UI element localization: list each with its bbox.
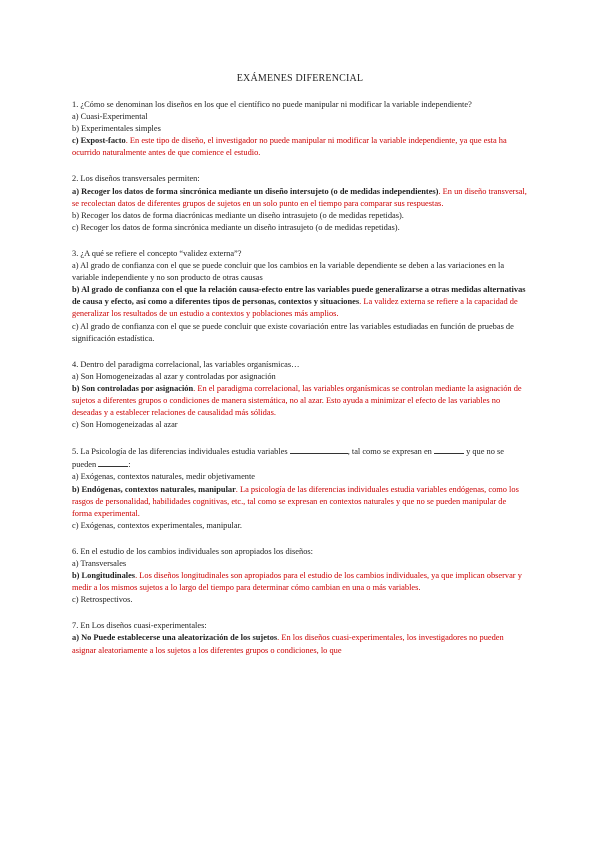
- blank-line: [98, 458, 131, 470]
- answer-explanation: . Los diseños longitudinales son apropiados para el estudio de los cambios individuales, ya que implican observar y medir a los mismos sujetos a lo largo del tiempo para determinar cómo cambian en una o más variables.: [72, 571, 522, 593]
- question-2: [72, 173, 528, 233]
- question-text-part-3: y que no se pueden: [72, 447, 504, 470]
- option-b: b) Experimentales simples: [72, 124, 161, 134]
- answer-explanation: . En un diseño transversal, se recolectan datos de diferentes grupos de sujetos en un solo punto en el tiempo para comparar sus respuestas.: [72, 186, 527, 208]
- answer-explanation: . La validez externa se refiere a la capacidad de generalizar los resultados de un estudio a contextos y poblaciones más amplios.: [72, 297, 518, 319]
- answer-explanation: . En este tipo de diseño, el investigador no puede manipular ni modificar la variable independiente, ya que esta ha ocurrido naturalmente antes de que comience el estudio.: [72, 136, 507, 158]
- option-a: a) Transversales: [72, 559, 127, 568]
- question-text: 1. ¿Cómo se denominan los diseños en los que el científico no puede manipular ni modificar la variable independiente?: [72, 100, 472, 109]
- document-title: EXÁMENES DIFERENCIAL: [236, 73, 364, 84]
- correct-answer: c) Expost-facto: [72, 136, 126, 146]
- question-5: [72, 445, 528, 532]
- option-a: [72, 186, 528, 210]
- blank-line: [434, 445, 464, 454]
- answer-explanation: . La psicología de las diferencias individuales estudia variables endógenas, como los rasgos de personalidad, habilidades cognitivas, etc., tal como se expresan en contextos naturales y que no se pueden manipular de forma experimental.: [72, 484, 519, 518]
- blank-line: [290, 445, 348, 454]
- question-text-part-1: 5. La Psicología de las diferencias individuales estudia variables: [72, 447, 288, 457]
- correct-answer: b) Longitudinales: [72, 571, 136, 581]
- option-b: [72, 284, 528, 320]
- option-a: [72, 632, 528, 656]
- question-text: [72, 445, 528, 471]
- question-text: 6. En el estudio de los cambios individuales son apropiados los diseños:: [72, 546, 313, 556]
- option-c: c) Al grado de confianza con el que se puede concluir que existe covariación entre las variables estudiadas en función de pruebas de significación estadística.: [72, 321, 514, 343]
- option-c: [72, 135, 528, 159]
- question-text: 7. En Los diseños cuasi-experimentales:: [72, 621, 207, 631]
- option-a: a) Cuasi-Experimental: [72, 112, 148, 122]
- question-text: 3. ¿A qué se refiere el concepto “validez externa”?: [72, 248, 242, 258]
- answer-explanation: . En el paradigma correlacional, las variables organísmicas se controlan mediante la asignación de sujetos a diferentes grupos o condiciones de manera sistemática, no al azar. Esto ayuda a minimizar el efecto de las variables no deseadas y a establecer relaciones de causalidad más sólidas.: [72, 383, 522, 418]
- question-7: [72, 620, 528, 656]
- correct-answer: b) Al grado de confianza con el que la relación causa-efecto entre las variables puede generalizarse a otras medidas alternativas de causa y efecto, así como a diferentes tipos de personas, contextos y situaciones: [72, 285, 526, 307]
- document-body: [72, 99, 528, 671]
- answer-explanation: . En los diseños cuasi-experimentales, los investigadores no pueden asignar aleatoriamente a los sujetos a los diferentes grupos o condiciones, lo que: [72, 633, 504, 655]
- option-a: a) Son Homogeneizadas al azar y controladas por asignación: [72, 371, 276, 381]
- question-1: [72, 99, 528, 159]
- option-c: c) Exógenas, contextos experimentales, manipular.: [72, 520, 243, 530]
- question-text: 4. Dentro del paradigma correlacional, las variables organísmicas…: [72, 359, 300, 369]
- option-c: c) Son Homogeneizadas al azar: [72, 420, 178, 430]
- question-3: [72, 248, 528, 345]
- correct-answer: b) Endógenas, contextos naturales, manipular: [72, 484, 236, 494]
- correct-answer: b) Son controladas por asignación: [72, 383, 194, 393]
- option-a: a) Exógenas, contextos naturales, medir objetivamente: [72, 472, 256, 482]
- option-b: [72, 570, 528, 594]
- question-text-part-4: :: [128, 460, 131, 470]
- option-a: a) Al grado de confianza con el que se puede concluir que los cambios en la variable dependiente se deben a las variaciones en la variable independiente y no son producto de otras causas: [72, 261, 505, 283]
- option-c: c) Recoger los datos de forma sincrónica mediante un diseño intrasujeto (o de medidas repetidas).: [72, 222, 400, 232]
- correct-answer: a) No Puede establecerse una aleatorización de los sujetos: [72, 633, 278, 643]
- option-b: b) Recoger los datos de forma diacrónicas mediante un diseño intrasujeto (o de medidas repetidas).: [72, 210, 404, 220]
- question-text-part-2: , tal como se expresan en: [347, 447, 432, 457]
- option-c: c) Retrospectivos.: [72, 595, 133, 605]
- option-b: [72, 484, 528, 520]
- question-4: [72, 359, 528, 432]
- option-b: [72, 383, 528, 419]
- question-6: [72, 546, 528, 606]
- correct-answer: a) Recoger los datos de forma sincrónica mediante un diseño intersujeto (o de medidas independientes): [72, 186, 439, 196]
- question-text: 2. Los diseños transversales permiten:: [72, 174, 200, 184]
